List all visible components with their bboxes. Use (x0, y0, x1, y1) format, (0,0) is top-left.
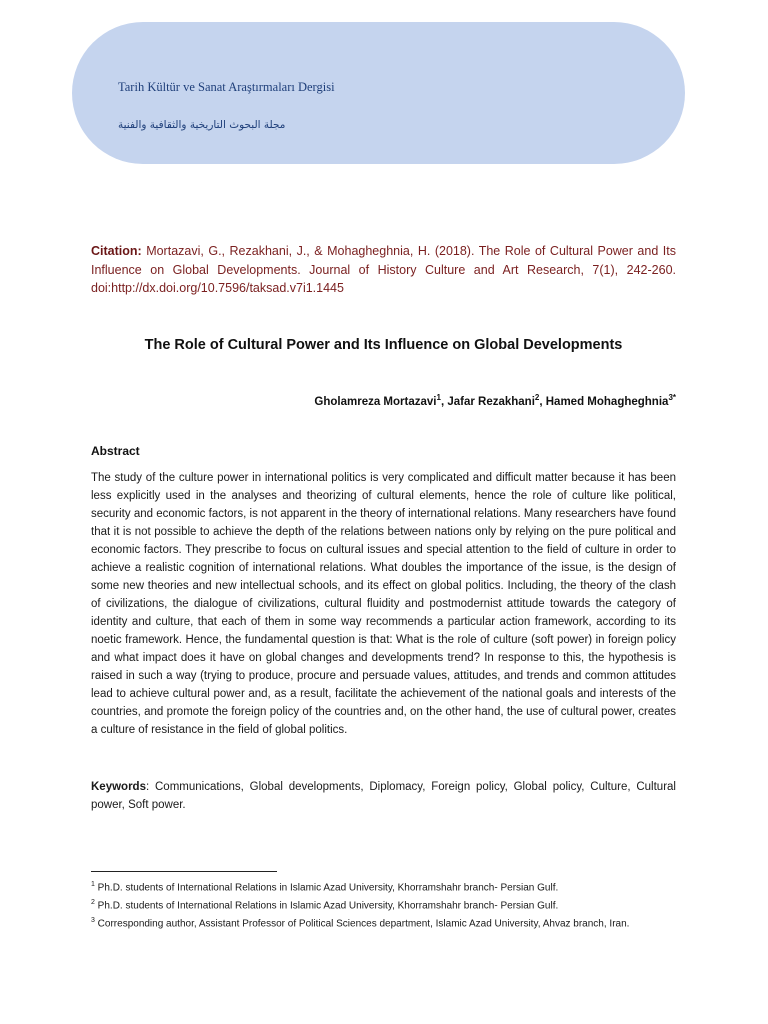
author-separator: , (440, 395, 448, 408)
author-affiliation-mark: 3* (668, 393, 676, 402)
paper-title: The Role of Cultural Power and Its Influence on Global Developments (144, 337, 623, 353)
author-name: Jafar Rezakhani (447, 395, 535, 408)
author-list (91, 393, 676, 408)
footnote (91, 896, 676, 914)
author-affiliation-mark: 2 (534, 393, 540, 402)
footnotes (91, 878, 676, 931)
footnote-text: Ph.D. students of International Relations in Islamic Azad University, Khorramshahr branch- Persian Gulf. (94, 882, 559, 894)
footnote (91, 878, 676, 896)
citation-text: Mortazavi, G., Rezakhani, J., & Mohagheghnia, H. (2018). The Role of Cultural Power and Its Influence on Global Developments. Journal of History Culture and Art Research, 7(1), 242-260. doi:http://dx.doi.org/10.7596/taksad.v7i1.1445 (91, 244, 676, 296)
footnote-text: Corresponding author, Assistant Professor of Political Sciences department, Islamic Azad University, Ahvaz branch, Iran. (94, 917, 630, 929)
footnote-mark: 2 (91, 898, 95, 906)
author-affiliation-mark: 1 (436, 393, 441, 402)
abstract-body: The study of the culture power in international politics is very complicated and difficult matter because it has been less explicitly used in the analyses and theorizing of cultural elements, hence the role of culture like political, security and economic factors, is not apparent in the theory of international relations. Many researchers have found that it is not possible to achieve the depth of the relations between nations only by relying on the pure political and economic factors. They prescribe to focus on cultural issues and special attention to the field of culture in order to achieve a realistic cognition of international relations. What doubles the importance of the issue, is the design of some new theories and new intellectual schools, and its effect on global politics. Including, the theory of the clash of civilizations, the dialogue of civilizations, cultural fluidity and postmodernist attitude towards the category of identity and culture, that each of them in some way recommends a particular action framework, according to its noetic framework. Hence, the fundamental question is that: What is the role of culture (soft power) in foreign policy and what impact does it have on global changes and developments trend? In response to this, the hypothesis is raised in such a way (trying to produce, procure and persuade values, attitudes, and trends and common attitudes lead to achieve cultural power and, as a result, facilitate the achievement of the national goals and interests of the countries, and promote the foreign policy of the countries and, on the other hand, the use of cultural power, creates a culture of resistance in the field of global politics. (91, 472, 676, 736)
citation-label: Citation: (91, 244, 142, 258)
keywords-text: : Communications, Global developments, Diplomacy, Foreign policy, Global policy, Culture, Cultural power, Soft power. (91, 781, 676, 811)
keywords-label: Keywords (91, 781, 146, 793)
citation (91, 242, 676, 298)
author-name: Gholamreza Mortazavi (314, 395, 437, 408)
footnote-text: Ph.D. students of International Relations in Islamic Azad University, Khorramshahr branch- Persian Gulf. (94, 900, 559, 912)
author-separator: , (539, 395, 546, 408)
author-name: Hamed Mohagheghnia (545, 395, 669, 408)
keywords (91, 778, 676, 814)
abstract-heading: Abstract (91, 444, 140, 458)
footnote-divider (91, 871, 277, 872)
journal-name-arabic: مجلة البحوث التاريخية والثقافية والفنية (118, 119, 286, 131)
footnote (91, 914, 676, 932)
journal-name: Tarih Kültür ve Sanat Araştırmaları Dergisi (118, 80, 335, 94)
footnote-mark: 1 (91, 881, 95, 888)
footnote-mark: 3 (91, 916, 95, 924)
